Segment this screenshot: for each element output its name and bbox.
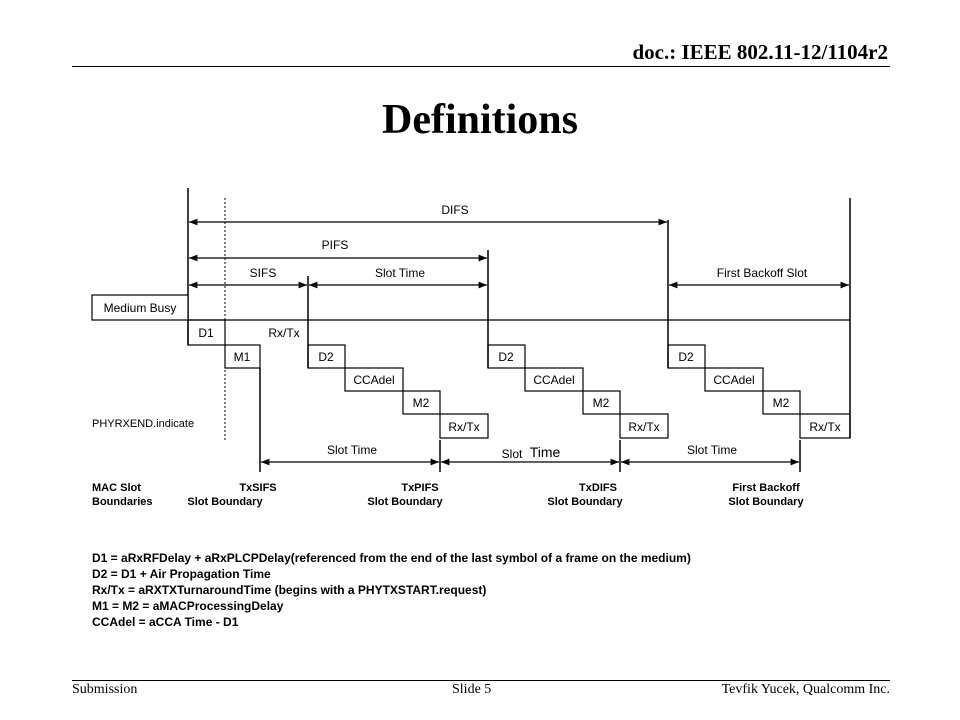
txdifs-label-line1: TxDIFS bbox=[579, 482, 617, 494]
ccadel-label-1: CCAdel bbox=[353, 373, 395, 387]
d2-label-3: D2 bbox=[678, 350, 694, 364]
medium-busy-label: Medium Busy bbox=[103, 301, 177, 315]
definition-d2: D2 = D1 + Air Propagation Time bbox=[92, 567, 271, 581]
phyrxend-label: PHYRXEND.indicate bbox=[92, 418, 195, 430]
definition-m1-m2: M1 = M2 = aMACProcessingDelay bbox=[92, 599, 284, 613]
pifs-label: PIFS bbox=[321, 238, 349, 252]
footer-slide-number: Slide 5 bbox=[452, 682, 492, 697]
d2-label-2: D2 bbox=[498, 350, 514, 364]
first-backoff-slot-label: First Backoff Slot bbox=[716, 266, 808, 280]
definition-d1: D1 = aRxRFDelay + aRxPLCPDelay(referenced from the end of the last symbol of a frame on the medium) bbox=[92, 551, 691, 565]
sifs-label: SIFS bbox=[249, 266, 277, 280]
slot-time-label-3: Slot Time bbox=[686, 443, 738, 457]
document-id: doc.: IEEE 802.11-12/1104r2 bbox=[632, 40, 888, 64]
mac-slot-label-line1: MAC Slot bbox=[92, 482, 141, 494]
ccadel-label-2: CCAdel bbox=[533, 373, 575, 387]
step-labels bbox=[198, 326, 840, 434]
m2-label-1: M2 bbox=[412, 396, 430, 410]
footer-divider bbox=[72, 680, 890, 681]
ccadel-label-3: CCAdel bbox=[713, 373, 755, 387]
footer-author: Tevfik Yucek, Qualcomm Inc. bbox=[721, 682, 890, 697]
slot-time-labels-bottom bbox=[327, 443, 737, 461]
difs-label: DIFS bbox=[441, 203, 469, 217]
d1-label: D1 bbox=[198, 326, 214, 340]
slot-time-label-1: Slot Time bbox=[326, 443, 378, 457]
txpifs-label-line2: Slot Boundary bbox=[367, 496, 443, 508]
footer-submission: Submission bbox=[72, 682, 138, 697]
rxtx-label-1: Rx/Tx bbox=[448, 420, 480, 434]
d2-label-1: D2 bbox=[318, 350, 334, 364]
definition-ccadel: CCAdel = aCCA Time - D1 bbox=[92, 615, 239, 629]
m1-label: M1 bbox=[233, 350, 251, 364]
first-backoff-label-line1: First Backoff bbox=[732, 482, 800, 494]
mac-slot-label-line2: Boundaries bbox=[92, 496, 153, 508]
m2-label-3: M2 bbox=[772, 396, 790, 410]
rxtx-first-label: Rx/Tx bbox=[268, 326, 300, 340]
txsifs-label-line1: TxSIFS bbox=[239, 482, 277, 494]
txpifs-label-line1: TxPIFS bbox=[401, 482, 439, 494]
definition-rxtx: Rx/Tx = aRXTXTurnaroundTime (begins with a PHYTXSTART.request) bbox=[92, 583, 487, 597]
slide-title: Definitions bbox=[381, 97, 578, 143]
definitions-list bbox=[92, 551, 691, 629]
txsifs-label-line2: Slot Boundary bbox=[187, 496, 263, 508]
m2-label-2: M2 bbox=[592, 396, 610, 410]
time-label-2: Time bbox=[529, 444, 561, 460]
rxtx-label-3: Rx/Tx bbox=[809, 420, 841, 434]
boundary-labels bbox=[92, 482, 804, 508]
slot-label-2: Slot bbox=[501, 447, 523, 461]
txdifs-label-line2: Slot Boundary bbox=[547, 496, 623, 508]
interval-labels bbox=[250, 203, 808, 280]
rxtx-label-2: Rx/Tx bbox=[628, 420, 660, 434]
first-backoff-label-line2: Slot Boundary bbox=[728, 496, 804, 508]
slot-time-label-top: Slot Time bbox=[374, 266, 426, 280]
